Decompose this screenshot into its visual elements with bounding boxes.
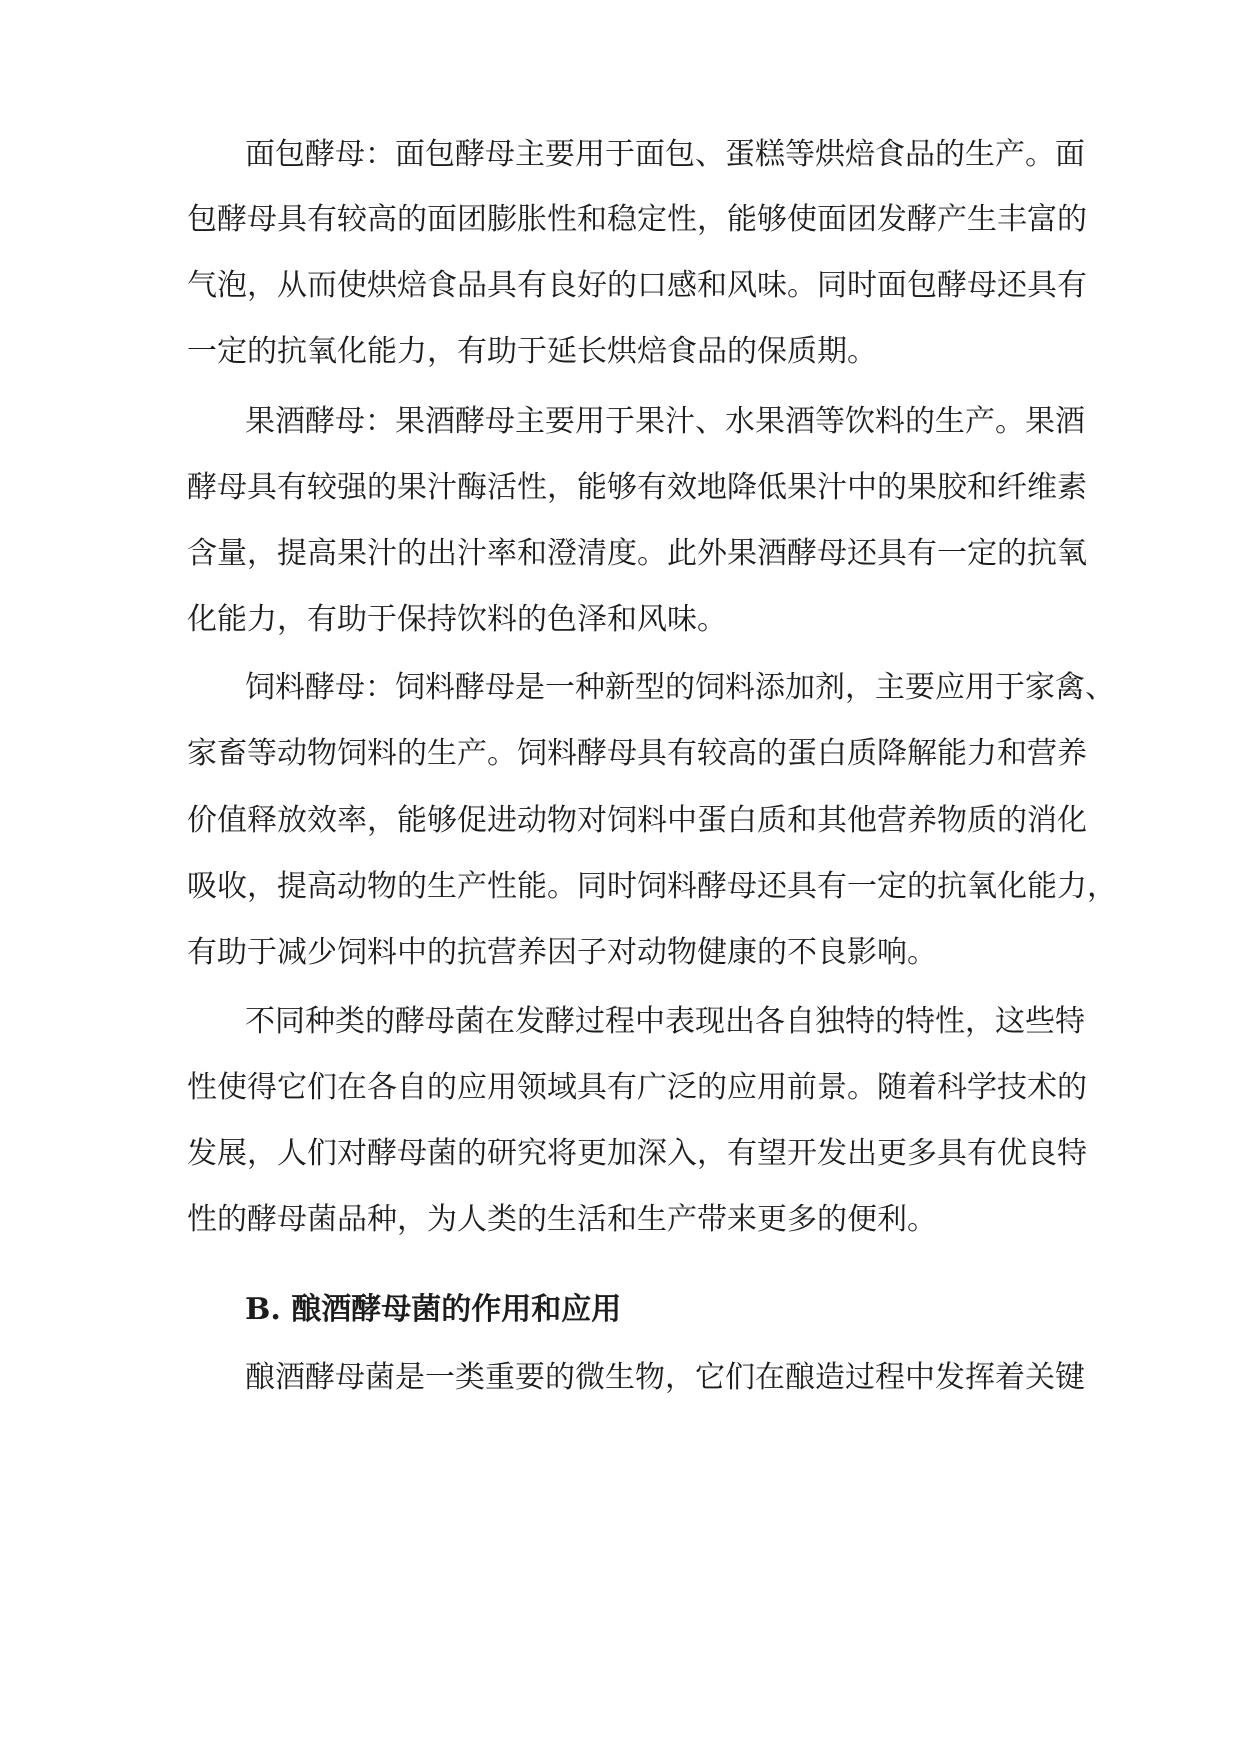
paragraph-line: 家畜等动物饲料的生产。饲料酵母具有较高的蛋白质降解能力和营养	[187, 736, 1087, 771]
paragraph-line: 一定的抗氧化能力，有助于延长烘焙食品的保质期。	[187, 334, 877, 369]
paragraph-line: 包酵母具有较高的面团膨胀性和稳定性，能够使面团发酵产生丰富的	[187, 202, 1087, 237]
paragraph-line: 发展，人们对酵母菌的研究将更加深入，有望开发出更多具有优良特	[187, 1136, 1087, 1171]
paragraph-line: 性的酵母菌品种，为人类的生活和生产带来更多的便利。	[187, 1202, 937, 1237]
paragraph-line: 果酒酵母：果酒酵母主要用于果汁、水果酒等饮料的生产。果酒	[245, 404, 1085, 439]
paragraph-line: 气泡，从而使烘焙食品具有良好的口感和风味。同时面包酵母还具有	[187, 268, 1087, 303]
paragraph-line: 含量，提高果汁的出汁率和澄清度。此外果酒酵母还具有一定的抗氧	[187, 536, 1087, 571]
paragraph-line: 酵母具有较强的果汁酶活性，能够有效地降低果汁中的果胶和纤维素	[187, 470, 1087, 505]
paragraph-line: 不同种类的酵母菌在发酵过程中表现出各自独特的特性，这些特	[245, 1004, 1085, 1039]
section-heading: B. 酿酒酵母菌的作用和应用	[245, 1292, 622, 1327]
paragraph-line: 化能力，有助于保持饮料的色泽和风味。	[187, 602, 727, 637]
paragraph-line: 吸收，提高动物的生产性能。同时饲料酵母还具有一定的抗氧化能力，	[187, 869, 1117, 904]
paragraph-line: 酿酒酵母菌是一类重要的微生物，它们在酿造过程中发挥着关键	[245, 1360, 1085, 1395]
paragraph-line: 面包酵母：面包酵母主要用于面包、蛋糕等烘焙食品的生产。面	[245, 137, 1085, 172]
paragraph-line: 有助于减少饲料中的抗营养因子对动物健康的不良影响。	[187, 935, 937, 970]
paragraph-line: 性使得它们在各自的应用领域具有广泛的应用前景。随着科学技术的	[187, 1070, 1087, 1105]
paragraph-line: 价值释放效率，能够促进动物对饲料中蛋白质和其他营养物质的消化	[187, 803, 1087, 838]
paragraph-line: 饲料酵母：饲料酵母是一种新型的饲料添加剂，主要应用于家禽、	[245, 670, 1115, 705]
